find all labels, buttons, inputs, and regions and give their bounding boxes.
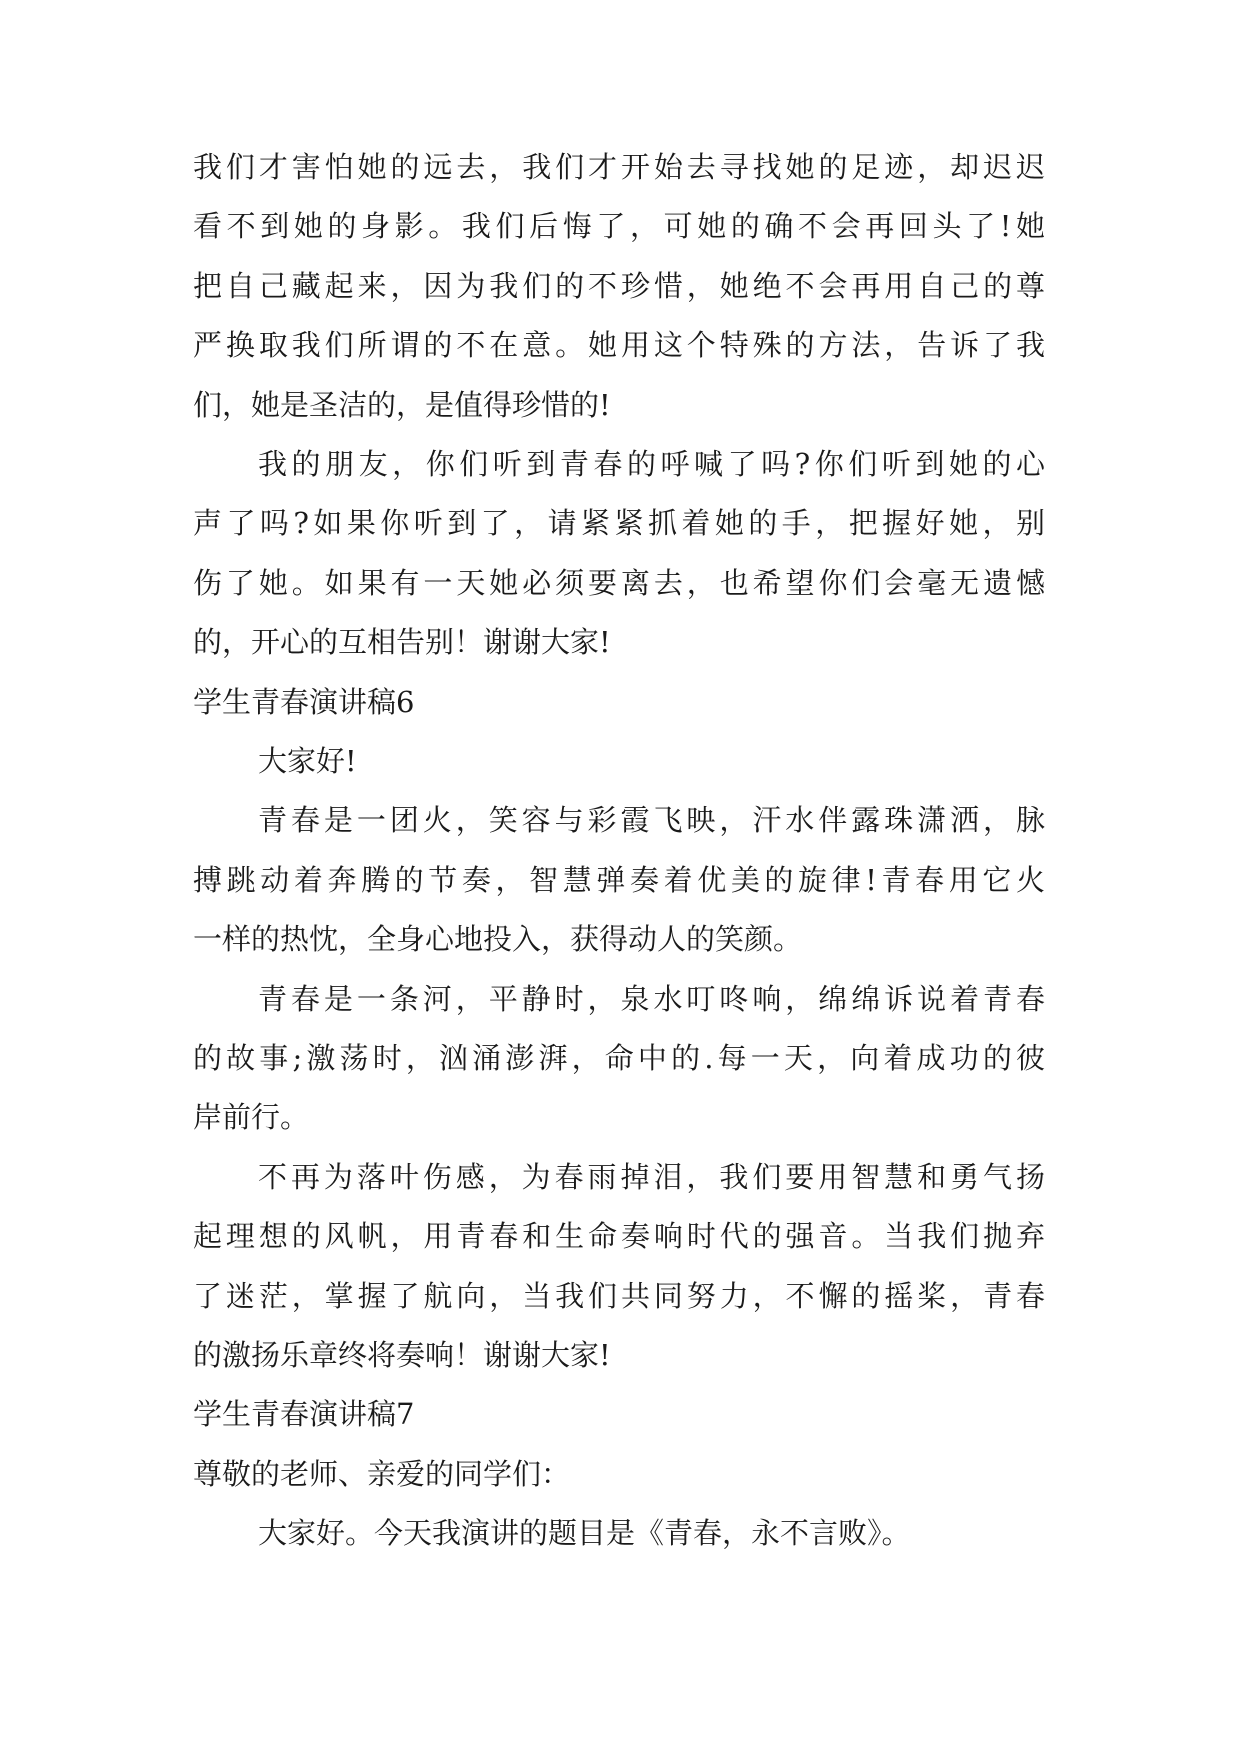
paragraph-first-line: 青春是一团火，笑容与彩霞飞映，汗水伴露珠潇洒，脉 bbox=[258, 803, 1045, 837]
text-line: 岸前行。 bbox=[193, 1100, 310, 1134]
text-line: 搏跳动着奔腾的节奏，智慧弹奏着优美的旋律!青春用它火 bbox=[193, 863, 1045, 897]
salutation: 尊敬的老师、亲爱的同学们： bbox=[193, 1457, 571, 1491]
section-heading: 学生青春演讲稿7 bbox=[193, 1397, 415, 1431]
text-line: 伤了她。如果有一天她必须要离去，也希望你们会毫无遗憾 bbox=[193, 566, 1045, 600]
text-line: 看不到她的身影。我们后悔了，可她的确不会再回头了!她 bbox=[193, 209, 1045, 243]
paragraph-first-line: 青春是一条河，平静时，泉水叮咚响，绵绵诉说着青春 bbox=[258, 982, 1045, 1016]
text-line: 把自己藏起来，因为我们的不珍惜，她绝不会再用自己的尊 bbox=[193, 269, 1045, 303]
text-line: 的激扬乐章终将奏响！谢谢大家! bbox=[193, 1338, 611, 1372]
text-line: 们，她是圣洁的，是值得珍惜的! bbox=[193, 388, 611, 422]
paragraph-first-line: 不再为落叶伤感，为春雨掉泪，我们要用智慧和勇气扬 bbox=[258, 1160, 1045, 1194]
text-line: 的，开心的互相告别！谢谢大家! bbox=[193, 625, 611, 659]
paragraph-first-line: 我的朋友，你们听到青春的呼喊了吗?你们听到她的心 bbox=[258, 447, 1045, 481]
paragraph-first-line: 大家好。今天我演讲的题目是《青春，永不言败》。 bbox=[258, 1516, 911, 1550]
text-line: 一样的热忱，全身心地投入，获得动人的笑颜。 bbox=[193, 922, 803, 956]
text-line: 了迷茫，掌握了航向，当我们共同努力，不懈的摇桨，青春 bbox=[193, 1279, 1045, 1313]
text-line: 起理想的风帆，用青春和生命奏响时代的强音。当我们抛弃 bbox=[193, 1219, 1045, 1253]
section-heading: 学生青春演讲稿6 bbox=[193, 685, 415, 719]
text-line: 严换取我们所谓的不在意。她用这个特殊的方法，告诉了我 bbox=[193, 328, 1045, 362]
text-line: 我们才害怕她的远去，我们才开始去寻找她的足迹，却迟迟 bbox=[193, 150, 1045, 184]
greeting: 大家好! bbox=[258, 744, 357, 778]
text-line: 声了吗?如果你听到了，请紧紧抓着她的手，把握好她，别 bbox=[193, 506, 1045, 540]
text-line: 的故事;激荡时，汹涌澎湃，命中的.每一天，向着成功的彼 bbox=[193, 1041, 1045, 1075]
